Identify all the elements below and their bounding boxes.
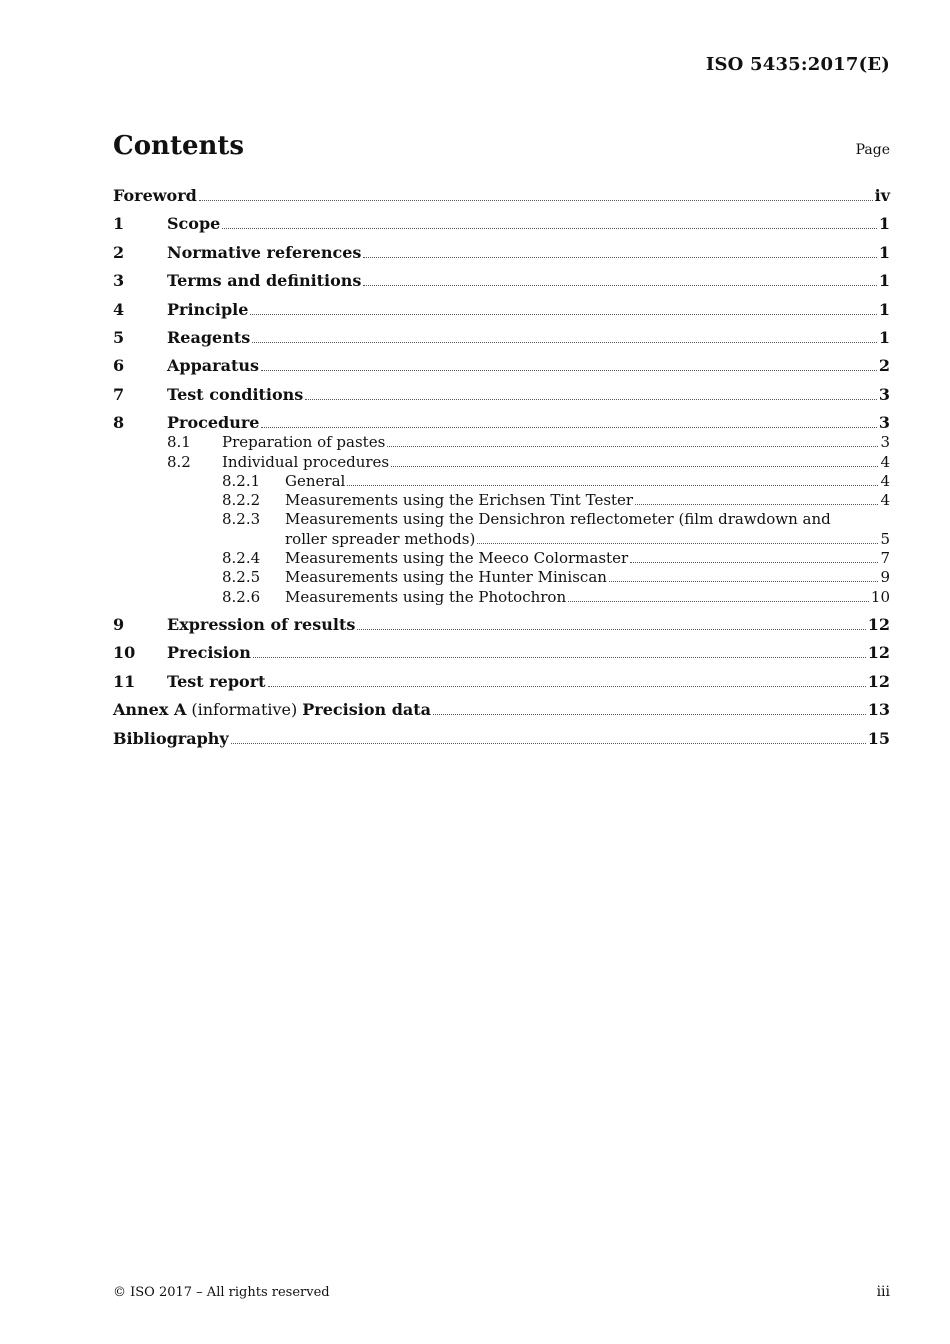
toc-entry-page: 3 [878, 413, 890, 432]
toc-entry-title: Test conditions [167, 385, 304, 404]
toc-entry-densichron-reflectometer[interactable] [113, 509, 890, 529]
toc-entry-reagents[interactable] [113, 328, 890, 348]
dot-leader [305, 398, 877, 400]
toc-entry-title: Terms and definitions [167, 271, 362, 290]
toc-entry-test-conditions[interactable] [113, 385, 890, 405]
footer-copyright: © ISO 2017 – All rights reserved [113, 1285, 330, 1300]
annex-label: Annex A [113, 700, 187, 719]
dot-leader [347, 484, 878, 486]
dot-leader [433, 713, 866, 715]
toc-entry-page: 3 [880, 433, 890, 451]
toc-entry-title: Expression of results [167, 615, 356, 634]
toc-entry-title: Measurements using the Densichron reflectometer (film drawdown and [285, 510, 831, 528]
document-id-header: ISO 5435:2017(E) [705, 54, 890, 75]
toc-entry-number: 7 [113, 385, 125, 404]
toc-entry-title: Measurements using the Erichsen Tint Tester [285, 491, 634, 509]
dot-leader [261, 369, 877, 371]
toc-entry-page: 9 [880, 568, 890, 586]
toc-entry-page: 1 [878, 214, 890, 233]
page-column-label: Page [855, 142, 890, 158]
footer-page-number: iii [876, 1284, 890, 1300]
dot-leader [250, 313, 876, 315]
dot-leader [222, 227, 877, 229]
toc-entry-number: 8.2.2 [222, 491, 261, 509]
toc-entry-page: 12 [867, 672, 890, 691]
toc-entry-preparation-of-pastes[interactable] [113, 432, 890, 452]
toc-entry-scope[interactable] [113, 214, 890, 234]
dot-leader [635, 503, 878, 505]
toc-entry-terms-and-definitions[interactable] [113, 271, 890, 291]
toc-entry-erichsen-tint-tester[interactable] [113, 490, 890, 510]
toc-entry-title: Precision data [302, 700, 431, 719]
toc-entry-number: 8.2.3 [222, 510, 261, 528]
toc-entry-number: 10 [113, 643, 136, 662]
toc-entry-number: 8 [113, 413, 125, 432]
dot-leader [363, 284, 876, 286]
toc-entry-page: 13 [867, 700, 890, 719]
toc-entry-page: 4 [880, 472, 890, 490]
toc-entry-page: 1 [878, 328, 890, 347]
toc-entry-page: 15 [867, 729, 890, 748]
toc-entry-page: 1 [878, 271, 890, 290]
toc-entry-general[interactable] [113, 471, 890, 491]
toc-entry-number: 11 [113, 672, 136, 691]
dot-leader [199, 199, 873, 201]
toc-entry-title: Precision [167, 643, 251, 662]
toc-entry-number: 9 [113, 615, 125, 634]
toc-entry-title: Principle [167, 300, 249, 319]
dot-leader [477, 542, 878, 544]
toc-entry-number: 2 [113, 243, 125, 262]
toc-entry-page: 2 [878, 356, 890, 375]
toc-entry-title: Procedure [167, 413, 260, 432]
toc-entry-page: 4 [880, 491, 890, 509]
toc-entry-number: 5 [113, 328, 125, 347]
toc-entry-number: 8.1 [167, 433, 191, 451]
dot-leader [252, 341, 877, 343]
toc-entry-hunter-miniscan[interactable] [113, 567, 890, 587]
toc-entry-number: 6 [113, 356, 125, 375]
toc-entry-page: 12 [867, 643, 890, 662]
dot-leader [609, 580, 879, 582]
dot-leader [261, 426, 876, 428]
toc-entry-title: Scope [167, 214, 221, 233]
toc-entry-title: Foreword [113, 186, 197, 205]
toc-entry-page: 10 [870, 588, 890, 606]
toc-entry-number: 3 [113, 271, 125, 290]
toc-entry-title: roller spreader methods) [285, 530, 476, 548]
toc-entry-individual-procedures[interactable] [113, 452, 890, 472]
toc-entry-title: Measurements using the Hunter Miniscan [285, 568, 607, 586]
annex-type: (informative) [191, 700, 298, 719]
toc-entry-annex-a[interactable] [113, 700, 890, 720]
toc-entry-photochron[interactable] [113, 587, 890, 607]
toc-entry-page: 5 [880, 530, 890, 548]
toc-entry-title: Test report [167, 672, 266, 691]
toc-entry-precision[interactable] [113, 643, 890, 663]
toc-entry-page: 1 [878, 300, 890, 319]
toc-entry-title: Bibliography [113, 729, 229, 748]
toc-entry-page: iv [874, 186, 890, 205]
toc-entry-title: Individual procedures [222, 453, 390, 471]
toc-entry-title: Preparation of pastes [222, 433, 386, 451]
toc-entry-foreword[interactable] [113, 186, 890, 206]
dot-leader [357, 628, 865, 630]
toc-entry-number: 8.2.6 [222, 588, 261, 606]
toc-entry-number: 8.2.4 [222, 549, 261, 567]
toc-entry-number: 8.2 [167, 453, 191, 471]
toc-entry-title: Reagents [167, 328, 251, 347]
toc-entry-expression-of-results[interactable] [113, 615, 890, 635]
toc-entry-title: General [285, 472, 346, 490]
toc-entry-number: 1 [113, 214, 125, 233]
toc-entry-title: Measurements using the Photochron [285, 588, 567, 606]
toc-entry-test-report[interactable] [113, 672, 890, 692]
toc-entry-page: 3 [878, 385, 890, 404]
toc-entry-principle[interactable] [113, 300, 890, 320]
dot-leader [231, 742, 866, 744]
toc-entry-meeco-colormaster[interactable] [113, 548, 890, 568]
dot-leader [391, 465, 878, 467]
dot-leader [630, 561, 878, 563]
toc-entry-number: 8.2.5 [222, 568, 261, 586]
toc-entry-number: 8.2.1 [222, 472, 261, 490]
toc-entry-page: 4 [880, 453, 890, 471]
toc-entry-title: Measurements using the Meeco Colormaster [285, 549, 629, 567]
dot-leader [253, 656, 866, 658]
toc-entry-title: Apparatus [167, 356, 259, 375]
dot-leader [568, 600, 869, 602]
dot-leader [387, 445, 878, 447]
toc-entry-normative-references[interactable] [113, 243, 890, 263]
toc-entry-page: 7 [880, 549, 890, 567]
dot-leader [268, 685, 866, 687]
toc-entry-procedure[interactable] [113, 413, 890, 433]
contents-title: Contents [113, 131, 245, 161]
toc-entry-densichron-reflectometer-continued[interactable] [113, 529, 890, 549]
toc-entry-page: 12 [867, 615, 890, 634]
toc-entry-title: Normative references [167, 243, 362, 262]
toc-entry-apparatus[interactable] [113, 356, 890, 376]
toc-entry-bibliography[interactable] [113, 729, 890, 749]
dot-leader [363, 256, 876, 258]
toc-entry-page: 1 [878, 243, 890, 262]
toc-entry-number: 4 [113, 300, 125, 319]
